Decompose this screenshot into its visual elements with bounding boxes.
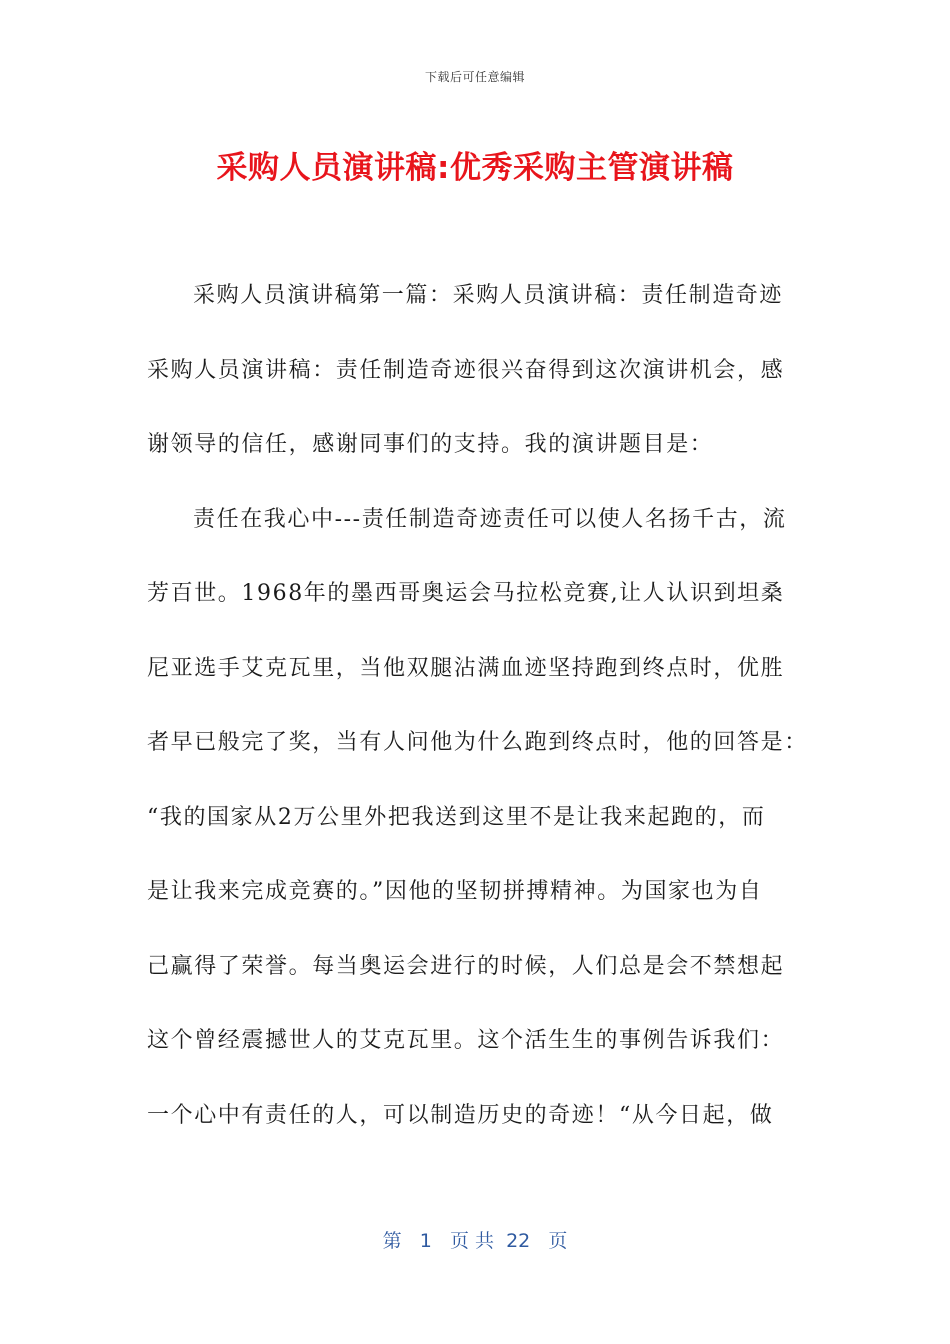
document-title: 采购人员演讲稿:优秀采购主管演讲稿 — [216, 150, 734, 186]
paragraph-line: 芳百世。1968年的墨西哥奥运会马拉松竞赛,让人认识到坦桑 — [147, 581, 785, 606]
footer-label-of: 页 共 — [449, 1230, 494, 1252]
paragraph-line: 尼亚选手艾克瓦里，当他双腿沾满血迹坚持跑到终点时，优胜 — [147, 655, 785, 681]
paragraph-line: 是让我来完成竞赛的。”因他的坚韧拼搏精神。为国家也为自 — [147, 879, 763, 904]
paragraph-line: 采购人员演讲稿：责任制造奇迹很兴奋得到这次演讲机会，感 — [147, 357, 785, 383]
total-pages-number: 22 — [506, 1230, 531, 1252]
header-note: 下载后可任意编辑 — [424, 70, 525, 84]
footer-label-end: 页 — [548, 1230, 568, 1252]
paragraph-line: 己赢得了荣誉。每当奥运会进行的时候，人们总是会不禁想起 — [147, 953, 785, 979]
current-page-number: 1 — [419, 1230, 432, 1252]
body-text — [147, 272, 807, 1166]
paragraph-line: “我的国家从2万公里外把我送到这里不是让我来起跑的，而 — [147, 804, 766, 830]
paragraph-line: 责任在我心中---责任制造奇迹责任可以使人名扬千古，流 — [193, 506, 787, 532]
footer-label-page: 第 — [382, 1230, 402, 1252]
page-footer — [0, 1226, 950, 1253]
paragraph-line: 者早已般完了奖，当有人问他为什么跑到终点时，他的回答是： — [147, 730, 808, 755]
paragraph-line: 采购人员演讲稿第一篇：采购人员演讲稿：责任制造奇迹 — [193, 283, 784, 308]
paragraph-line: 一个心中有责任的人，可以制造历史的奇迹！“从今日起，做 — [147, 1102, 774, 1128]
paragraph-line: 这个曾经震撼世人的艾克瓦里。这个活生生的事例告诉我们： — [147, 1028, 785, 1053]
paragraph-line: 谢领导的信任，感谢同事们的支持。我的演讲题目是： — [147, 432, 714, 457]
